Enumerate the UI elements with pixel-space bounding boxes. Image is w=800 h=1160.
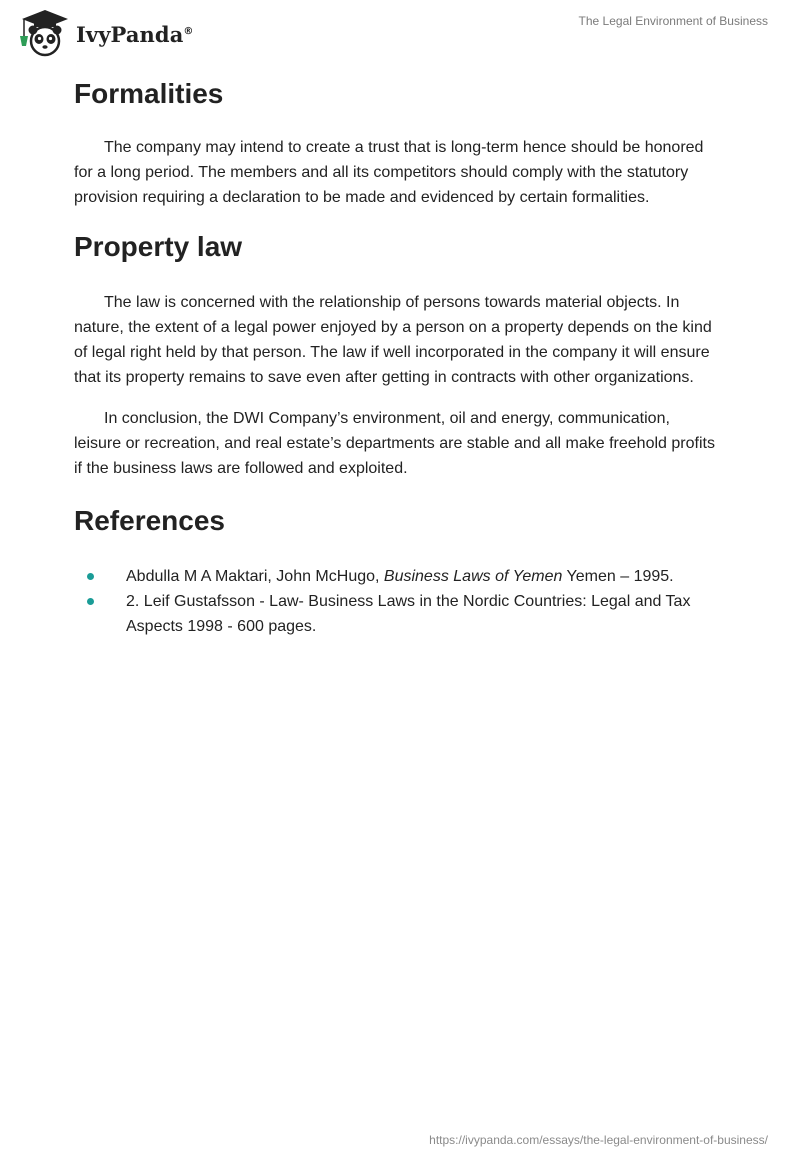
heading-formalities: Formalities <box>74 78 224 109</box>
panda-graduate-icon <box>16 8 74 58</box>
page-header <box>0 0 800 70</box>
ivypanda-logo[interactable] <box>16 8 194 58</box>
formalities-paragraph: The company may intend to create a trust that is long-term hence should be honored for a long period. The members and all its competitors should comply with the statutory provision requiring a declaration to be made and evidenced by certain formalities. <box>74 139 704 206</box>
reference-item: 2. Leif Gustafsson - Law- Business Laws in the Nordic Countries: Legal and Tax Aspects 1998 - 600 pages. <box>74 589 718 639</box>
conclusion-paragraph: In conclusion, the DWI Company’s environment, oil and energy, communication, leisure or recreation, and real estate’s departments are stable and all make freehold profits if the business laws are followed and exploited. <box>74 410 715 477</box>
references-list <box>74 564 718 639</box>
bullet-icon <box>87 573 94 580</box>
logo-text: IvyPanda® <box>76 21 194 47</box>
heading-property-law: Property law <box>74 231 243 262</box>
footer-url-link[interactable]: https://ivypanda.com/essays/the-legal-environment-of-business/ <box>429 1133 768 1147</box>
property-law-paragraph-1: The law is concerned with the relationship of persons towards material objects. In nature, the extent of a legal power enjoyed by a person on a property depends on the kind of legal right held by that person. The law if well incorporated in the company it will ensure that its property remains to save even after getting in contracts with other organizations. <box>74 294 712 386</box>
reference-book-title: Business Laws of Yemen <box>383 568 563 585</box>
running-title: The Legal Environment of Business <box>578 14 768 28</box>
essay-content <box>74 70 718 639</box>
reference-item: Abdulla M A Maktari, John McHugo, Business Laws of Yemen Yemen – 1995. <box>74 564 718 589</box>
bullet-icon <box>87 598 94 605</box>
heading-references: References <box>74 505 225 536</box>
